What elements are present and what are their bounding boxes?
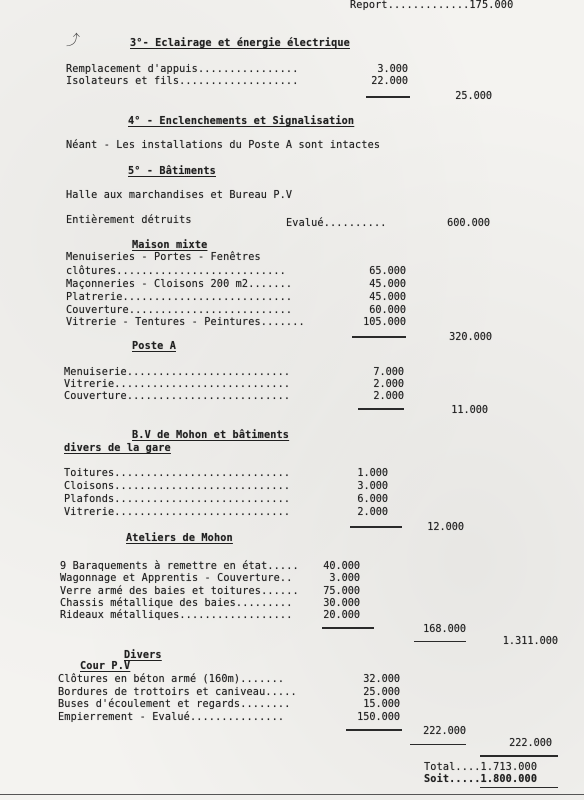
grand-total-rule <box>480 755 558 757</box>
section-3-title: 3°- Eclairage et énergie électrique <box>130 38 350 49</box>
ateliers-item-amount: 40.000 <box>323 561 360 572</box>
maison-item-amount: 60.000 <box>369 305 406 316</box>
sec3-item-label: Isolateurs et fils................... <box>66 76 299 87</box>
sec3-item-amount: 22.000 <box>371 76 408 87</box>
maison-item-amount: 45.000 <box>369 292 406 303</box>
ateliers-item-label: Rideaux métalliques.................. <box>60 610 293 621</box>
divers-item-amount: 15.000 <box>363 699 400 710</box>
pen-mark: ⤴ <box>66 33 80 49</box>
sum-rule <box>414 641 466 642</box>
ateliers-item-label: Verre armé des baies et toitures...... <box>60 586 299 597</box>
bv-subtotal: 12.000 <box>427 522 464 533</box>
bv-item-amount: 2.000 <box>357 507 388 518</box>
report-line: Report.............175.000 <box>350 0 514 11</box>
bv-item-amount: 3.000 <box>357 481 388 492</box>
ateliers-item-label: Wagonnage et Apprentis - Couverture.. <box>60 573 293 584</box>
maison-item-label: Couverture.......................... <box>66 305 293 316</box>
poste-title: Poste A <box>132 341 176 352</box>
bv-title-2: divers de la gare <box>64 443 171 454</box>
maison-item-label: clôtures........................... <box>66 266 286 277</box>
maison-item-amount: 65.000 <box>369 266 406 277</box>
destroyed-amount: 600.000 <box>447 218 490 229</box>
divers-subtitle: Cour P.V <box>80 661 131 672</box>
bv-item-amount: 6.000 <box>357 494 388 505</box>
divers-item-amount: 25.000 <box>363 687 400 698</box>
poste-item-amount: 2.000 <box>373 379 404 390</box>
ateliers-title: Ateliers de Mohon <box>126 533 233 544</box>
evalue-label: Evalué.......... <box>286 218 387 229</box>
ateliers-item-label: 9 Baraquements à remettre en état..... <box>60 561 299 572</box>
bv-item-label: Vitrerie............................ <box>64 507 291 518</box>
maison-item-label: Platrerie........................... <box>66 292 293 303</box>
section-4-title: 4° - Enclenchements et Signalisation <box>128 116 355 127</box>
divers-item-label: Empierrement - Evalué............... <box>58 712 285 723</box>
ateliers-item-amount: 30.000 <box>323 598 360 609</box>
grand-total-underline <box>480 787 558 788</box>
bv-item-label: Plafonds............................ <box>64 494 291 505</box>
sec3-item-label: Remplacement d'appuis................ <box>66 64 299 75</box>
destroyed-label: Entièrement détruits <box>66 215 192 226</box>
divers-item-label: Bordures de trottoirs et caniveau..... <box>58 687 297 698</box>
maison-subtotal: 320.000 <box>449 332 492 343</box>
bv-title-1: B.V de Mohon et bâtiments <box>132 430 290 441</box>
sum-rule <box>352 336 406 338</box>
maison-item-label: Vitrerie - Tentures - Peintures....... <box>66 317 305 328</box>
poste-subtotal: 11.000 <box>451 405 488 416</box>
poste-item-label: Menuiserie.......................... <box>64 367 291 378</box>
divers-title: Divers <box>124 650 162 661</box>
poste-item-label: Couverture.......................... <box>64 391 291 402</box>
bv-item-amount: 1.000 <box>357 468 388 479</box>
sum-rule <box>322 627 374 629</box>
sum-rule <box>358 408 404 410</box>
total-line: Total....1.713.000 <box>424 762 538 773</box>
sum-rule <box>366 96 410 98</box>
ateliers-item-amount: 3.000 <box>329 573 360 584</box>
section-5-total: 1.311.000 <box>502 636 558 647</box>
bv-item-label: Cloisons............................ <box>64 481 291 492</box>
divers-subtotal: 222.000 <box>423 726 466 737</box>
sum-rule <box>410 744 466 745</box>
ateliers-item-amount: 75.000 <box>323 586 360 597</box>
divers-item-label: Buses d'écoulement et regards........ <box>58 699 291 710</box>
section-4-text: Néant - Les installations du Poste A sont intactes <box>66 140 381 151</box>
bv-item-label: Toitures............................ <box>64 468 291 479</box>
poste-item-label: Vitrerie............................ <box>64 379 291 390</box>
halle-label: Halle aux marchandises et Bureau P.V <box>66 190 293 201</box>
section-5-title: 5° - Bâtiments <box>128 166 216 177</box>
maison-item-label: Maçonneries - Cloisons 200 m2....... <box>66 279 293 290</box>
poste-item-amount: 7.000 <box>373 367 404 378</box>
sec3-item-amount: 3.000 <box>377 64 408 75</box>
ateliers-subtotal: 168.000 <box>423 624 466 635</box>
page-edge-line <box>0 794 584 795</box>
divers-total: 222.000 <box>509 738 552 749</box>
sum-rule <box>346 729 402 731</box>
sec3-subtotal: 25.000 <box>455 91 492 102</box>
divers-item-amount: 150.000 <box>357 712 400 723</box>
divers-item-label: Clôtures en béton armé (160m)....... <box>58 674 285 685</box>
soit-line: Soit.....1.800.000 <box>424 774 538 785</box>
ateliers-item-label: Chassis métallique des baies......... <box>60 598 293 609</box>
maison-item-amount: 105.000 <box>363 317 406 328</box>
maison-title: Maison mixte <box>132 240 208 251</box>
poste-item-amount: 2.000 <box>373 391 404 402</box>
ateliers-item-amount: 20.000 <box>323 610 360 621</box>
maison-line1: Menuiseries - Portes - Fenêtres <box>66 252 261 263</box>
maison-item-amount: 45.000 <box>369 279 406 290</box>
divers-item-amount: 32.000 <box>363 674 400 685</box>
